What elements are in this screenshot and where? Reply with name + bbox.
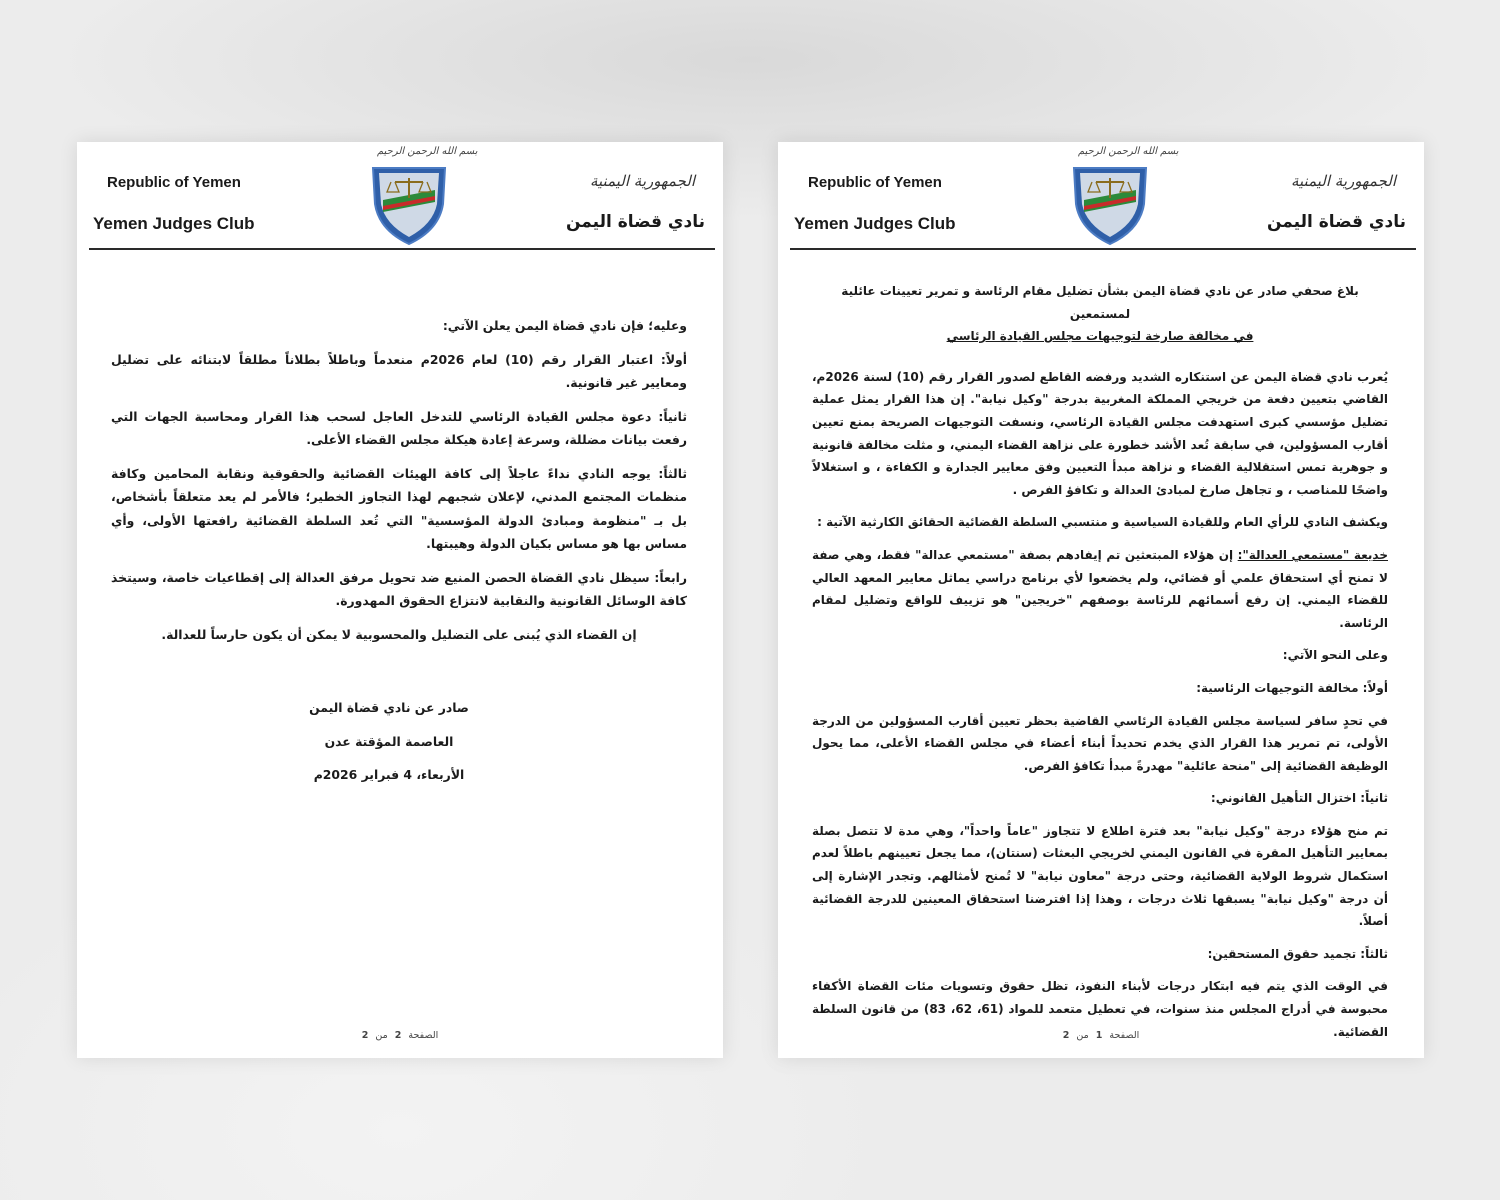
deception-paragraph [812, 544, 1388, 634]
republic-en: Republic of Yemen [808, 174, 942, 191]
republic-en: Republic of Yemen [107, 174, 241, 191]
basmala: بسم الله الرحمن الرحيم [1078, 146, 1179, 157]
club-ar: نادي قضاة اليمن [565, 212, 705, 232]
footer-of: من [1076, 1030, 1089, 1041]
signature-capital: العاصمة المؤقتة عدن [324, 733, 454, 749]
club-ar: نادي قضاة اليمن [1266, 212, 1406, 232]
second-text: تم منح هؤلاء درجة "وكيل نيابة" بعد فترة اطلاع لا تتجاوز "عاماً واحداً"، وهي مدة لا تتصل بصلة بمعايير التأهيل المقرة في القانون اليمني لخريجي البعثات (سنتان)، مما يجعل تعيينهم باطلاً لعدم استكمال شروط الولاية القضائية، وحتى درجة "معاون نيابة" لا تُمنح لأمثالهم. وتجدر الإشارة إلى أن درجة "وكيل نيابة" يسبقها ثلاث درجات ، وهذا إذا افترضنا استحقاق المعينين للدرجة القضائية أصلاً. [812, 823, 1388, 929]
title-line-2: في مخالفة صارخة لتوجيهات مجلس القيادة الرئاسي [946, 329, 1254, 344]
clause-first: أولاً: اعتبار القرار رقم (10) لعام 2026م منعدماً وباطلاً بطلاناً مطلقاً لابتنائه على تضليل ومعايير غير قانونية. [111, 351, 687, 390]
third-text: في الوقت الذي يتم فيه ابتكار درجات لأبناء النفوذ، تظل حقوق وتسويات مئات القضاة الأكفاء محبوسة في أدراج المجلس منذ سنوات، في تعطيل متعمد للمواد (61، 62، 83) من قانون السلطة القضائية. [812, 979, 1388, 1039]
signature-date: الأربعاء، 4 فبراير 2026م [313, 767, 465, 782]
first-heading: أولاً: مخالفة التوجيهات الرئاسية: [1196, 680, 1388, 695]
republic-ar: الجمهورية اليمنية [589, 172, 695, 190]
as-follows: وعلى النحو الآتي: [1282, 648, 1388, 663]
document-page-2 [77, 142, 723, 1058]
page-2-body [111, 314, 687, 797]
page-footer [77, 1030, 723, 1041]
letterhead [778, 142, 1424, 252]
title-line-1: بلاغ صحفي صادر عن نادي قضاة اليمن بشأن تضليل مقام الرئاسة و تمرير تعيينات عائلية لمستمعين [841, 284, 1359, 321]
judges-club-emblem-icon [367, 160, 451, 246]
page-1-body [812, 280, 1388, 1053]
clause-second: ثانياً: دعوة مجلس القيادة الرئاسي للتدخل العاجل لسحب هذا القرار ومحاسبة الجهات التي رفعت بيانات مضللة، وسرعة إعادة هيكلة مجلس القضاء الأعلى. [111, 408, 687, 447]
footer-total-pages: 2 [1062, 1030, 1070, 1041]
footer-prefix: الصفحة [408, 1030, 439, 1041]
judges-club-emblem-icon [1068, 160, 1152, 246]
deception-label: خديعة "مستمعي العدالة": [1237, 547, 1388, 562]
second-heading: ثانياً: اختزال التأهيل القانوني: [1210, 791, 1388, 806]
clause-third: ثالثاً: يوجه النادي نداءً عاجلاً إلى كافة الهيئات القضائية والحقوقية ونقابة المحامين وكافة منظمات المجتمع المدني، لإعلان شجبهم لهذا التجاوز الخطير؛ فالأمر لم يعد متعلقاً بأشخاص، بل بـ "منظومة ومبادئ الدولة المؤسسية" التي تُعد السلطة القضائية رافعتها الأولى، وأي مساس بها هو مساس بكيان الدولة وهيبتها. [111, 465, 687, 551]
press-release-title [812, 280, 1388, 348]
footer-total-pages: 2 [361, 1030, 369, 1041]
closing-statement: إن القضاء الذي يُبنى على التضليل والمحسوبية لا يمكن أن يكون حارساً للعدالة. [161, 626, 637, 642]
basmala: بسم الله الرحمن الرحيم [377, 146, 478, 157]
deception-text: إن هؤلاء المبتعثين تم إيفادهم بصفة "مستمعي عدالة" فقط، وهي صفة لا تمنح أي استحقاق علمي أو قضائي، ولم يخضعوا لأي برنامج دراسي يماثل معايير المعهد العالي للقضاء اليمني. إن رفع أسمائهم للرئاسة بوصفهم "خريجين" هو تزييف للواقع وتضليل لمقام الرئاسة. [812, 547, 1388, 630]
footer-page-number: 1 [1095, 1030, 1103, 1041]
first-text: في تحدٍ سافر لسياسة مجلس القيادة الرئاسي القاضية بحظر تعيين أقارب المسؤولين من الدرجة الأولى، تم تمرير هذا القرار الذي يخدم تحديداً أبناء أعضاء في مجلس القضاء الأعلى، مما يحول الوظيفة القضائية إلى "منحة عائلية" مهدرةً مبدأ تكافؤ الفرص. [812, 713, 1388, 773]
club-en: Yemen Judges Club [794, 214, 956, 233]
reveal-paragraph: ويكشف النادي للرأي العام وللقيادة السياسية و منتسبي السلطة القضائية الحقائق الكارثية الآتية : [817, 515, 1388, 530]
letterhead-divider [790, 248, 1416, 250]
page-footer [778, 1030, 1424, 1041]
club-en: Yemen Judges Club [93, 214, 255, 233]
intro-paragraph: يُعرب نادي قضاة اليمن عن استنكاره الشديد ورفضه القاطع لصدور القرار رقم (10) لسنة 2026م، القاضي بتعيين دفعة من خريجي المملكة المغربية بدرجة "وكيل نيابة". إن هذا القرار يمثل عملية تضليل مؤسسي كبرى استهدفت مجلس القيادة الرئاسي، ونسفت التوجيهات الصريحة بمنع تعيين أقارب المسؤولين، في سابقة تُعد الأشد خطورة على نزاهة القضاء اليمني، و مثلت مخالفة قانونية و جوهرية تمس استقلالية القضاء و نزاهة مبدأ التعيين وفق معايير الجدارة و الكفاءة ، و استغلالاً واضحًا للمناصب ، و تجاهل صارخ لمبادئ العدالة و تكافؤ الفرص . [812, 369, 1388, 497]
announce-paragraph: وعليه؛ فإن نادي قضاة اليمن يعلن الآتي: [442, 318, 687, 333]
republic-ar: الجمهورية اليمنية [1290, 172, 1396, 190]
footer-prefix: الصفحة [1109, 1030, 1140, 1041]
clause-fourth: رابعاً: سيظل نادي القضاة الحصن المنيع ضد تحويل مرفق العدالة إلى إقطاعيات خاصة، وسيتخذ كافة الوسائل القانونية والنقابية لانتزاع الحقوق المهدورة. [111, 569, 687, 608]
footer-of: من [375, 1030, 388, 1041]
signature-issued: صادر عن نادي قضاة اليمن [309, 700, 469, 715]
footer-page-number: 2 [394, 1030, 402, 1041]
third-heading: ثالثاً: تجميد حقوق المستحقين: [1207, 946, 1388, 961]
letterhead-divider [89, 248, 715, 250]
document-page-1 [778, 142, 1424, 1058]
letterhead [77, 142, 723, 252]
